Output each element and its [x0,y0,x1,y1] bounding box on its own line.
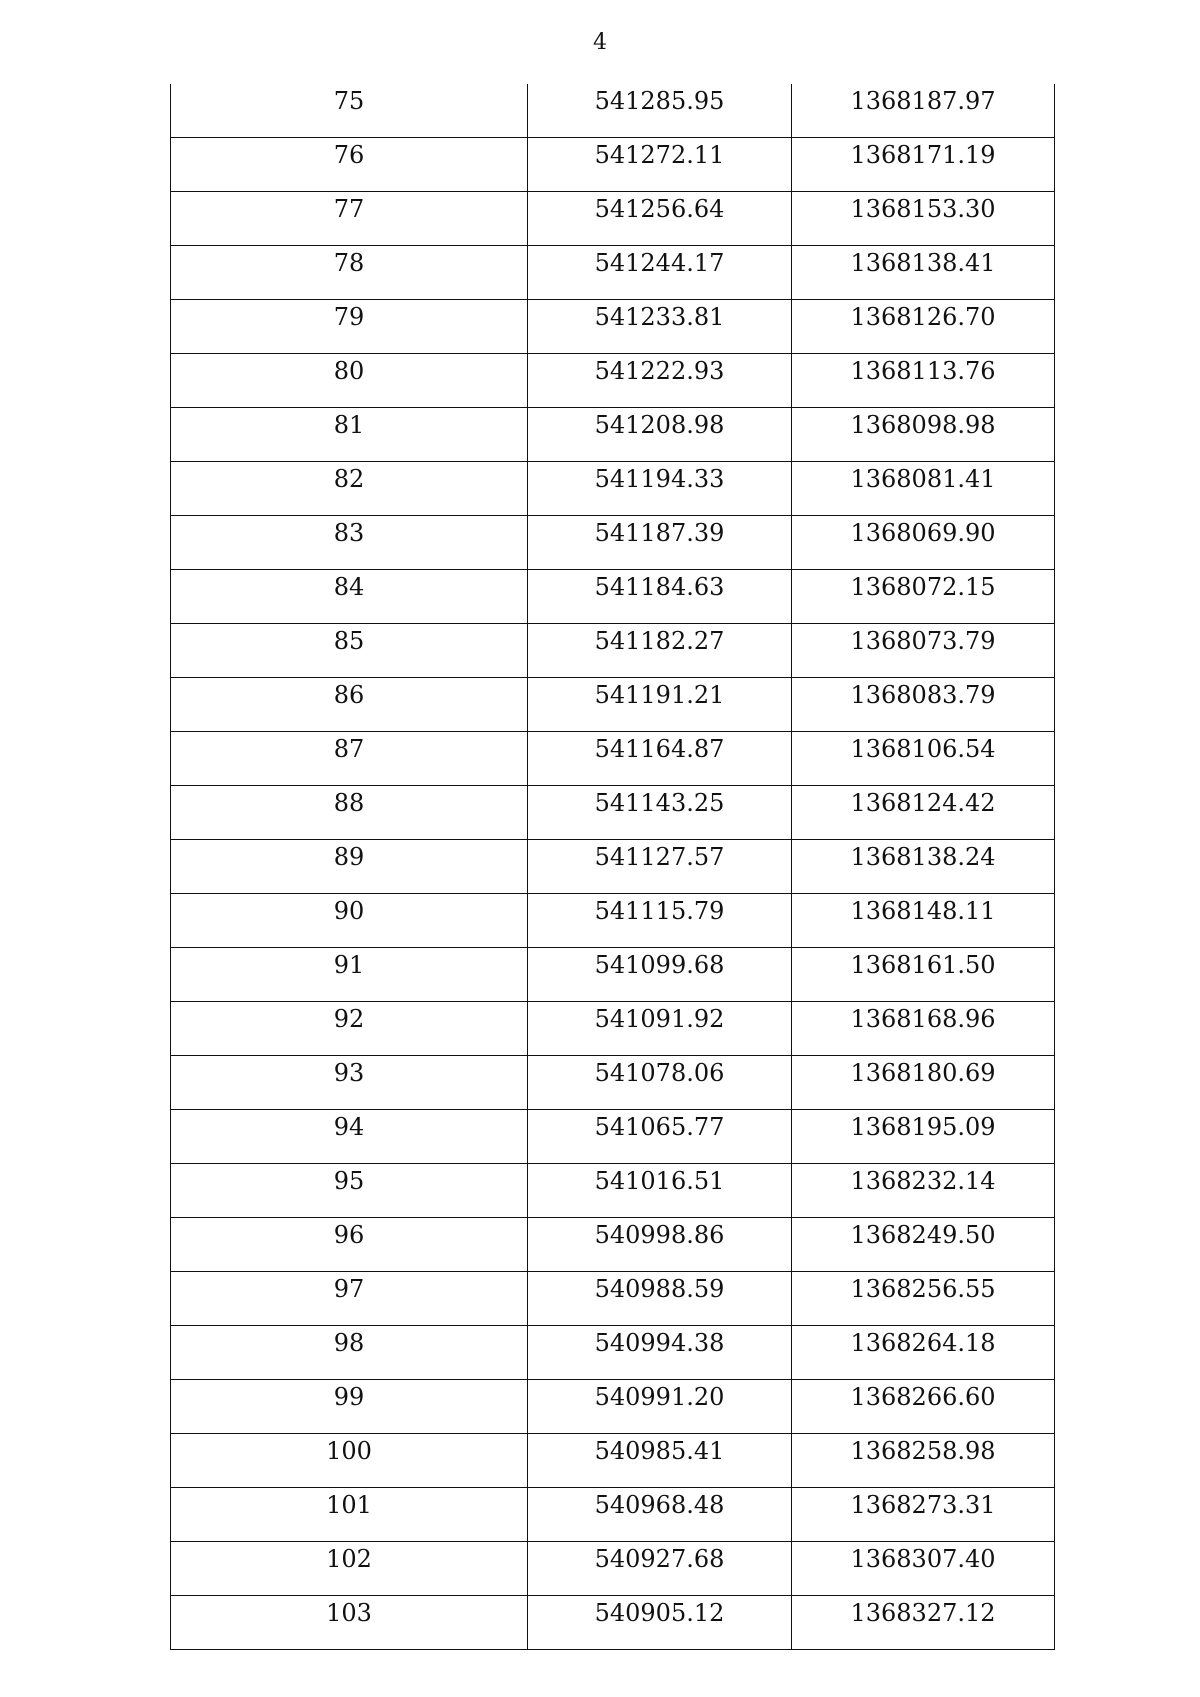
x-coordinate-cell: 541285.95 [528,84,792,138]
point-number-cell: 90 [171,894,528,948]
x-coordinate-cell: 541065.77 [528,1110,792,1164]
table-row [171,1002,1055,1056]
y-coordinate-cell: 1368083.79 [792,678,1055,732]
point-number-cell: 92 [171,1002,528,1056]
x-coordinate-cell: 541143.25 [528,786,792,840]
x-coordinate-cell: 541272.11 [528,138,792,192]
coordinates-table [170,84,1055,1650]
table-row [171,786,1055,840]
table-row [171,1218,1055,1272]
point-number-cell: 91 [171,948,528,1002]
x-coordinate-cell: 541016.51 [528,1164,792,1218]
x-coordinate-cell: 541244.17 [528,246,792,300]
x-coordinate-cell: 540994.38 [528,1326,792,1380]
x-coordinate-cell: 541182.27 [528,624,792,678]
point-number-cell: 76 [171,138,528,192]
point-number-cell: 84 [171,570,528,624]
table-row [171,192,1055,246]
table-row [171,84,1055,138]
y-coordinate-cell: 1368195.09 [792,1110,1055,1164]
x-coordinate-cell: 541208.98 [528,408,792,462]
page-number: 4 [593,30,607,55]
point-number-cell: 86 [171,678,528,732]
point-number-cell: 83 [171,516,528,570]
y-coordinate-cell: 1368161.50 [792,948,1055,1002]
point-number-cell: 80 [171,354,528,408]
point-number-cell: 95 [171,1164,528,1218]
point-number-cell: 97 [171,1272,528,1326]
point-number-cell: 77 [171,192,528,246]
table-row [171,624,1055,678]
x-coordinate-cell: 541233.81 [528,300,792,354]
table-row [171,1326,1055,1380]
x-coordinate-cell: 541256.64 [528,192,792,246]
table-row [171,678,1055,732]
y-coordinate-cell: 1368081.41 [792,462,1055,516]
x-coordinate-cell: 540905.12 [528,1596,792,1650]
point-number-cell: 79 [171,300,528,354]
y-coordinate-cell: 1368307.40 [792,1542,1055,1596]
table-row [171,1542,1055,1596]
point-number-cell: 89 [171,840,528,894]
y-coordinate-cell: 1368266.60 [792,1380,1055,1434]
x-coordinate-cell: 541115.79 [528,894,792,948]
table-row [171,354,1055,408]
y-coordinate-cell: 1368069.90 [792,516,1055,570]
table-row [171,300,1055,354]
y-coordinate-cell: 1368273.31 [792,1488,1055,1542]
coordinates-table-body [171,84,1055,1650]
y-coordinate-cell: 1368138.24 [792,840,1055,894]
x-coordinate-cell: 541194.33 [528,462,792,516]
y-coordinate-cell: 1368072.15 [792,570,1055,624]
x-coordinate-cell: 540991.20 [528,1380,792,1434]
x-coordinate-cell: 540985.41 [528,1434,792,1488]
table-row [171,1110,1055,1164]
point-number-cell: 103 [171,1596,528,1650]
y-coordinate-cell: 1368148.11 [792,894,1055,948]
table-row [171,570,1055,624]
x-coordinate-cell: 541078.06 [528,1056,792,1110]
y-coordinate-cell: 1368180.69 [792,1056,1055,1110]
table-row [171,246,1055,300]
point-number-cell: 100 [171,1434,528,1488]
y-coordinate-cell: 1368256.55 [792,1272,1055,1326]
table-row [171,1272,1055,1326]
point-number-cell: 85 [171,624,528,678]
x-coordinate-cell: 540927.68 [528,1542,792,1596]
table-row [171,1380,1055,1434]
x-coordinate-cell: 541222.93 [528,354,792,408]
table-row [171,948,1055,1002]
y-coordinate-cell: 1368113.76 [792,354,1055,408]
table-row [171,1164,1055,1218]
y-coordinate-cell: 1368126.70 [792,300,1055,354]
point-number-cell: 93 [171,1056,528,1110]
x-coordinate-cell: 540988.59 [528,1272,792,1326]
table-row [171,462,1055,516]
y-coordinate-cell: 1368327.12 [792,1596,1055,1650]
x-coordinate-cell: 541164.87 [528,732,792,786]
x-coordinate-cell: 541187.39 [528,516,792,570]
point-number-cell: 75 [171,84,528,138]
table-row [171,138,1055,192]
y-coordinate-cell: 1368124.42 [792,786,1055,840]
x-coordinate-cell: 541099.68 [528,948,792,1002]
point-number-cell: 82 [171,462,528,516]
table-row [171,408,1055,462]
y-coordinate-cell: 1368232.14 [792,1164,1055,1218]
x-coordinate-cell: 541191.21 [528,678,792,732]
point-number-cell: 81 [171,408,528,462]
point-number-cell: 94 [171,1110,528,1164]
point-number-cell: 101 [171,1488,528,1542]
y-coordinate-cell: 1368073.79 [792,624,1055,678]
y-coordinate-cell: 1368264.18 [792,1326,1055,1380]
y-coordinate-cell: 1368106.54 [792,732,1055,786]
x-coordinate-cell: 540998.86 [528,1218,792,1272]
point-number-cell: 98 [171,1326,528,1380]
y-coordinate-cell: 1368171.19 [792,138,1055,192]
table-row [171,516,1055,570]
y-coordinate-cell: 1368138.41 [792,246,1055,300]
point-number-cell: 96 [171,1218,528,1272]
point-number-cell: 88 [171,786,528,840]
y-coordinate-cell: 1368153.30 [792,192,1055,246]
point-number-cell: 99 [171,1380,528,1434]
table-row [171,1596,1055,1650]
y-coordinate-cell: 1368258.98 [792,1434,1055,1488]
x-coordinate-cell: 541091.92 [528,1002,792,1056]
table-row [171,840,1055,894]
point-number-cell: 78 [171,246,528,300]
y-coordinate-cell: 1368249.50 [792,1218,1055,1272]
y-coordinate-cell: 1368168.96 [792,1002,1055,1056]
y-coordinate-cell: 1368187.97 [792,84,1055,138]
table-row [171,1434,1055,1488]
point-number-cell: 102 [171,1542,528,1596]
x-coordinate-cell: 541184.63 [528,570,792,624]
y-coordinate-cell: 1368098.98 [792,408,1055,462]
table-row [171,894,1055,948]
x-coordinate-cell: 540968.48 [528,1488,792,1542]
table-row [171,732,1055,786]
x-coordinate-cell: 541127.57 [528,840,792,894]
table-row [171,1488,1055,1542]
point-number-cell: 87 [171,732,528,786]
table-row [171,1056,1055,1110]
